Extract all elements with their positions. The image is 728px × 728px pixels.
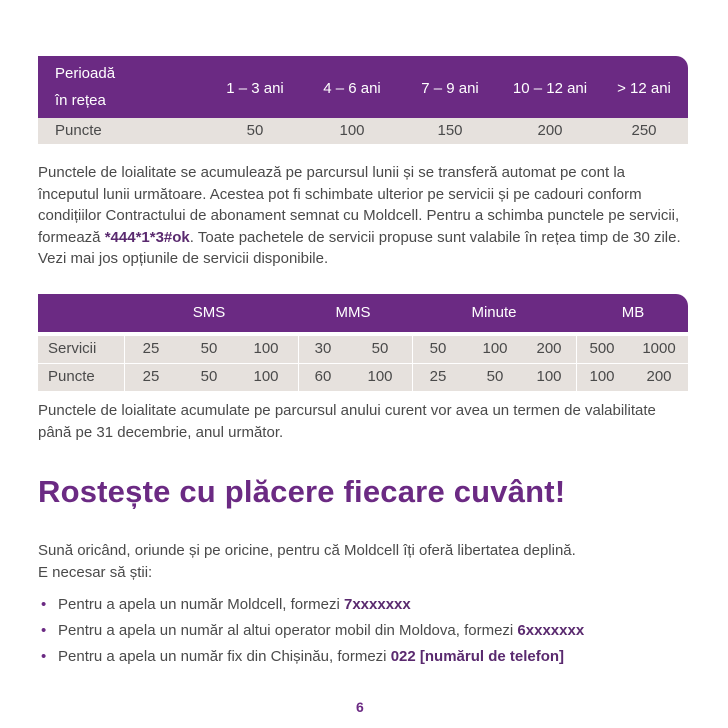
table-column-divider	[124, 336, 125, 391]
list-item-text: Pentru a apela un număr fix din Chișinău, formezi	[58, 648, 391, 665]
list-item	[38, 594, 698, 620]
period-column-header: 10 – 12 ani	[512, 80, 588, 97]
points-cost-cell: 100	[367, 368, 393, 385]
period-table-header	[38, 56, 688, 118]
points-value: 200	[537, 122, 563, 139]
period-column-header: 7 – 9 ani	[421, 80, 479, 97]
period-column-header: 4 – 6 ani	[323, 80, 381, 97]
points-cost-row-label: Puncte	[48, 368, 95, 385]
table-column-divider	[298, 336, 299, 391]
points-cost-cell: 100	[589, 368, 615, 385]
list-item	[38, 620, 698, 646]
points-cost-cell: 100	[253, 368, 279, 385]
period-label-line1: Perioadă	[55, 65, 116, 82]
intro-line: E necesar să știi:	[38, 563, 153, 581]
points-cost-cell: 50	[486, 368, 504, 385]
points-cost-cell: 25	[429, 368, 447, 385]
table-column-divider	[412, 336, 413, 391]
table-row-divider	[38, 363, 688, 364]
services-row	[38, 336, 688, 363]
services-cell: 50	[200, 340, 218, 357]
services-group-header: MB	[621, 304, 645, 321]
points-row-label: Puncte	[55, 122, 102, 139]
list-item-text: Pentru a apela un număr Moldcell, formezi	[58, 596, 344, 613]
paragraph-text: . Toate pachetele de servicii propuse sunt valabile în rețea timp de 30 zile. Vezi mai jos opțiunile de servicii disponibile.	[38, 228, 681, 267]
ussd-code: *444*1*3#ok	[104, 228, 190, 246]
dial-format: 7xxxxxxx	[343, 596, 411, 613]
points-value: 100	[339, 122, 365, 139]
services-cell: 25	[142, 340, 160, 357]
points-cost-cell: 25	[142, 368, 160, 385]
bullet-icon: •	[41, 648, 47, 665]
services-group-header: Minute	[471, 304, 517, 321]
period-column-header: > 12 ani	[617, 80, 671, 97]
services-cell: 100	[253, 340, 279, 357]
points-cost-cell: 200	[646, 368, 672, 385]
services-cell: 1000	[642, 340, 676, 357]
points-value: 250	[631, 122, 657, 139]
services-cell: 30	[314, 340, 332, 357]
page-number: 6	[356, 699, 364, 715]
dial-format: 022 [numărul de telefon]	[390, 648, 565, 665]
services-cell: 100	[482, 340, 508, 357]
intro-line: Sună oricând, oriunde și pe oricine, pentru că Moldcell îți oferă libertatea deplină.	[38, 542, 576, 559]
points-cost-cell: 60	[314, 368, 332, 385]
bullet-icon: •	[41, 622, 47, 639]
services-cell: 500	[589, 340, 615, 357]
validity-paragraph: Punctele de loialitate acumulate pe parcursul anului curent vor avea un termen de valabilitate până pe 31 decembrie, anul următor.	[38, 402, 656, 441]
services-cell: 50	[429, 340, 447, 357]
points-value: 50	[246, 122, 264, 139]
section-heading: Rostește cu plăcere fiecare cuvânt!	[38, 474, 566, 509]
list-item-text: Pentru a apela un număr al altui operator mobil din Moldova, formezi	[58, 622, 518, 639]
points-value: 150	[437, 122, 463, 139]
services-group-header: SMS	[192, 304, 226, 321]
services-cell: 50	[371, 340, 389, 357]
bullet-icon: •	[41, 596, 47, 613]
period-column-header: 1 – 3 ani	[226, 80, 284, 97]
dial-format: 6xxxxxxx	[517, 622, 585, 639]
services-group-header: MMS	[335, 304, 371, 321]
services-row-label: Servicii	[48, 340, 97, 357]
points-cost-row	[38, 364, 688, 391]
paragraph-text: Punctele de loialitate se acumulează pe parcursul lunii și se transferă automat pe cont la începutul lunii următoare. Acestea pot fi schimbate ulterior pe servicii și pe cadouri conform condițiilor Contractului de abonament semnat cu Moldcell. Pentru a schimba punctele pe servicii, formează	[38, 164, 680, 246]
dialing-instructions-list	[38, 594, 698, 672]
services-table-header	[38, 294, 688, 332]
loyalty-points-paragraph	[38, 162, 688, 270]
table-column-divider	[576, 336, 577, 391]
points-row	[38, 118, 688, 144]
services-cell: 200	[536, 340, 562, 357]
period-label-line2: în rețea	[55, 92, 106, 109]
intro-paragraph	[38, 540, 688, 583]
list-item	[38, 646, 698, 672]
points-cost-cell: 100	[536, 368, 562, 385]
points-cost-cell: 50	[200, 368, 218, 385]
